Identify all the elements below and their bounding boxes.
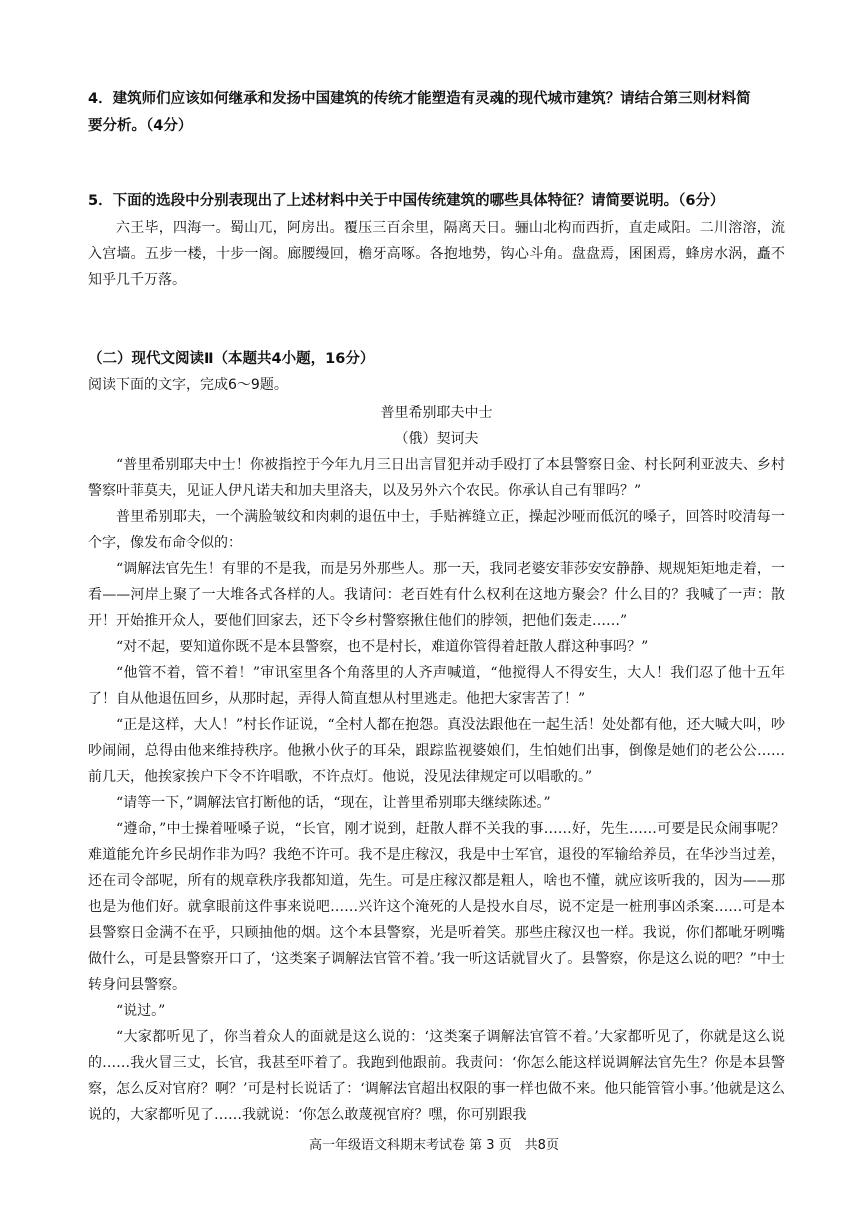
question-4-line2: 要分析。（4分） — [88, 118, 193, 134]
question-4 — [88, 86, 788, 140]
story-paragraph-4: “对不起，要知道你既不是本县警察，也不是村长，难道你管得着赶散人群这种事吗？” — [116, 639, 649, 655]
story-paragraph-5: “他管不着，管不着！”审讯室里各个角落里的人齐声喊道，“他搅得人不得安生，大人！我们忍了他十五年了！自从他退伍回乡，从那时起，弄得人简直想从村里逃走。他把大家害苦了！” — [88, 665, 785, 707]
section-heading: （二）现代文阅读Ⅱ（本题共4小题，16分） — [88, 351, 375, 367]
story-paragraph-9: “说过。” — [116, 1003, 166, 1019]
story-paragraph-3: “调解法官先生！有罪的不是我，而是另外那些人。那一天，我同老婆安菲莎安安静静、规规矩矩地走着，一看——河岸上聚了一大堆各式各样的人。我请问：老百姓有什么权利在这地方聚会？什么目的？我喊了一声：散开！开始推开众人，要他们回家去，还下令乡村警察揪住他们的脖领，把他们轰走……” — [88, 561, 785, 629]
story-paragraph-2: 普里希别耶夫，一个满脸皱纹和肉刺的退伍中士，手贴裤缝立正，操起沙哑而低沉的嗓子，回答时咬清每一个字，像发布命令似的： — [88, 509, 785, 551]
story-paragraph-10: “大家都听见了，你当着众人的面就是这么说的：‘这类案子调解法官管不着。’大家都听见了，你就是这么说的……我火冒三丈，长官，我甚至吓着了。我跑到他跟前。我责问：‘你怎么能这样说调解法官先生？你是本县警察，怎么反对官府？啊？’可是村长说话了：‘调解法官超出权限的事一样也做不来。他只能管管小事。’他就是这么说的，大家都听见了……我就说：‘你怎么敢蔑视官府？嘿，你可别跟我 — [88, 1029, 785, 1123]
page-footer: 高一年级语文科期末考试卷 第 3 页 共8页 — [309, 1138, 559, 1153]
story-paragraph-1: “普里希别耶夫中士！你被指控于今年九月三日出言冒犯并动手殴打了本县警察日金、村长阿利亚波夫、乡村警察叶菲莫夫，见证人伊凡诺夫和加夫里洛夫，以及另外六个农民。你承认自己有罪吗？” — [88, 457, 785, 499]
story-author: （俄）契诃夫 — [394, 431, 479, 447]
question-5: 5．下面的选段中分别表现出了上述材料中关于中国传统建筑的哪些具体特征？请简要说明。（6分） — [88, 193, 725, 209]
question-5-excerpt: 六王毕，四海一。蜀山兀，阿房出。覆压三百余里，隔离天日。骊山北构而西折，直走咸阳。二川溶溶，流入宫墙。五步一楼，十步一阁。廊腰缦回，檐牙高啄。各抱地势，钩心斗角。盘盘焉，囷囷焉，蜂房水涡，矗不知乎几千万落。 — [88, 220, 785, 288]
story-title: 普里希别耶夫中士 — [380, 405, 493, 421]
question-4-line1: 4．建筑师们应该如何继承和发扬中国建筑的传统才能塑造有灵魂的现代城市建筑？请结合第三则材料简 — [88, 91, 751, 107]
story-paragraph-8: “遵命，”中士操着哑嗓子说，“长官，刚才说到，赶散人群不关我的事……好，先生……可要是民众闹事呢？难道能允许乡民胡作非为吗？我绝不许可。我不是庄稼汉，我是中士军官，退役的军输给养员，在华沙当过差，还在司令部呢，所有的规章秩序我都知道，先生。可是庄稼汉都是粗人，啥也不懂，就应该听我的，因为——那也是为他们好。就拿眼前这件事来说吧……兴许这个淹死的人是投水自尽，说不定是一桩刑事凶杀案……可是本县警察日金满不在乎，只顾抽他的烟。这个本县警察，光是听着笑。那些庄稼汉也一样。我说，你们都呲牙咧嘴做什么，可是县警察开口了，‘这类案子调解法官管不着。’我一听这话就冒火了。县警察，你是这么说的吧？”中士转身问县警察。 — [88, 821, 785, 993]
reading-instruction: 阅读下面的文字，完成6～9题。 — [88, 377, 288, 393]
story-paragraph-6: “正是这样，大人！”村长作证说，“全村人都在抱怨。真没法跟他在一起生活！处处都有他，还大喊大叫，吵吵闹闹，总得由他来维持秩序。他揪小伙子的耳朵，跟踪监视婆娘们，生怕她们出事，倒像是她们的老公公……前几天，他挨家挨户下令不许唱歌，不许点灯。他说，没见法律规定可以唱歌的。” — [88, 717, 785, 785]
story-paragraph-7: “请等一下，”调解法官打断他的话，“现在，让普里希别耶夫继续陈述。” — [116, 795, 551, 811]
